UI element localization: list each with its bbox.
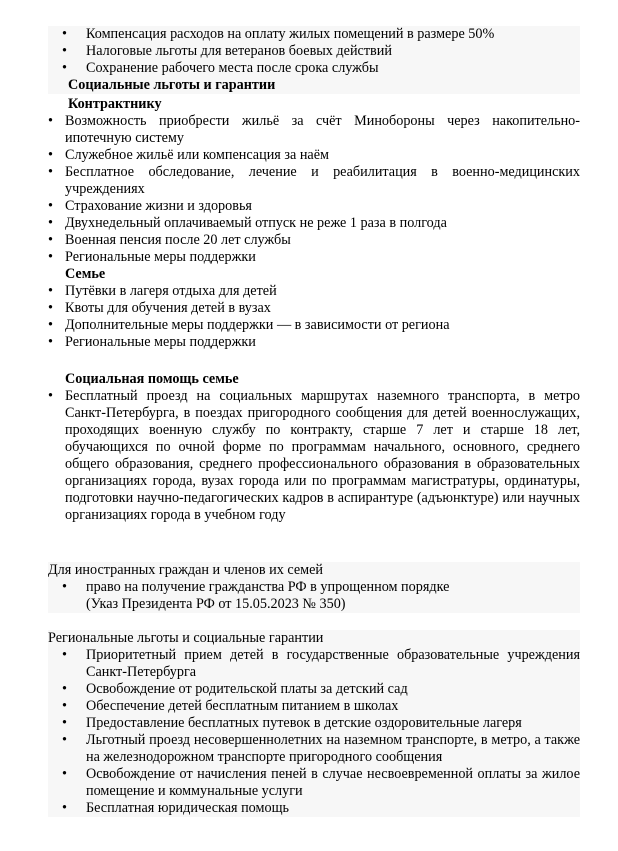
list-item: • Страхование жизни и здоровья <box>48 198 580 215</box>
list-item: • Двухнедельный оплачиваемый отпуск не реже 1 раза в полгода <box>48 215 580 232</box>
list-item: • Служебное жильё или компенсация за наём <box>48 147 580 164</box>
list-item: • Региональные меры поддержки <box>48 249 580 266</box>
contractor-list <box>48 113 580 266</box>
list-item: • Обеспечение детей бесплатным питанием в школах <box>48 698 580 715</box>
top-benefits-list <box>48 26 580 77</box>
foreigners-item-decree: (Указ Президента РФ от 15.05.2023 № 350) <box>86 596 346 612</box>
list-item: • Сохранение рабочего места после срока службы <box>48 60 580 77</box>
regional-heading: Региональные льготы и социальные гарантии <box>48 630 324 646</box>
top-benefits-block <box>48 26 580 77</box>
foreigners-heading: Для иностранных граждан и членов их семей <box>48 562 324 578</box>
family-help-block <box>48 388 580 524</box>
list-item: • Квоты для обучения детей в вузах <box>48 300 580 317</box>
family-list <box>48 283 580 351</box>
regional-block <box>48 630 580 817</box>
list-item: • Налоговые льготы для ветеранов боевых действий <box>48 43 580 60</box>
list-item: • Льготный проезд несовершеннолетних на наземном транспорте, в метро, а также на железнодорожном транспорте пригородного сообщения <box>48 732 580 766</box>
list-item <box>48 579 580 613</box>
list-item: • Военная пенсия после 20 лет службы <box>48 232 580 249</box>
foreigners-block <box>48 562 580 613</box>
family-heading: Семье <box>65 266 106 282</box>
family-help-list <box>48 388 580 524</box>
list-item: • Дополнительные меры поддержки — в зависимости от региона <box>48 317 580 334</box>
list-item: • Приоритетный прием детей в государственные образовательные учреждения Санкт-Петербурга <box>48 647 580 681</box>
list-item: • Освобождение от начисления пеней в случае несвоевременной оплаты за жилое помещение и коммунальные услуги <box>48 766 580 800</box>
foreigners-list <box>48 579 580 613</box>
list-item: • Возможность приобрести жильё за счёт Минобороны через накопительно-ипотечную систему <box>48 113 580 147</box>
family-help-heading: Социальная помощь семье <box>65 371 239 387</box>
regional-list <box>48 647 580 817</box>
social-benefits-title <box>48 77 580 94</box>
contractor-heading: Контрактнику <box>68 96 162 112</box>
social-benefits-title-text: Социальные льготы и гарантии <box>68 77 276 93</box>
list-item: • Региональные меры поддержки <box>48 334 580 351</box>
foreigners-item-text: • право на получение гражданства РФ в упрощенном порядке <box>86 579 450 595</box>
list-item: • Путёвки в лагеря отдыха для детей <box>48 283 580 300</box>
list-item: • Бесплатная юридическая помощь <box>48 800 580 817</box>
list-item: • Бесплатный проезд на социальных маршрутах наземного транспорта, в метро Санкт-Петербурга, в поездах пригородного сообщения для детей военнослужащих, проходящих военную службу по контракту, старше 7 лет и старше 18 лет, обучающихся по очной форме по программам начального, основного, среднего общего образования, среднего профессионального образования в образовательных организациях города, вузах города или по программам магистратуры, ординатуры, подготовки научно-педагогических кадров в аспирантуре (адъюнктуре) или научных организациях города в учебном году <box>48 388 580 524</box>
list-item: • Освобождение от родительской платы за детский сад <box>48 681 580 698</box>
list-item: • Компенсация расходов на оплату жилых помещений в размере 50% <box>48 26 580 43</box>
contractor-block <box>48 113 580 351</box>
list-item: • Предоставление бесплатных путевок в детские оздоровительные лагеря <box>48 715 580 732</box>
list-item: • Бесплатное обследование, лечение и реабилитация в военно-медицинских учреждениях <box>48 164 580 198</box>
